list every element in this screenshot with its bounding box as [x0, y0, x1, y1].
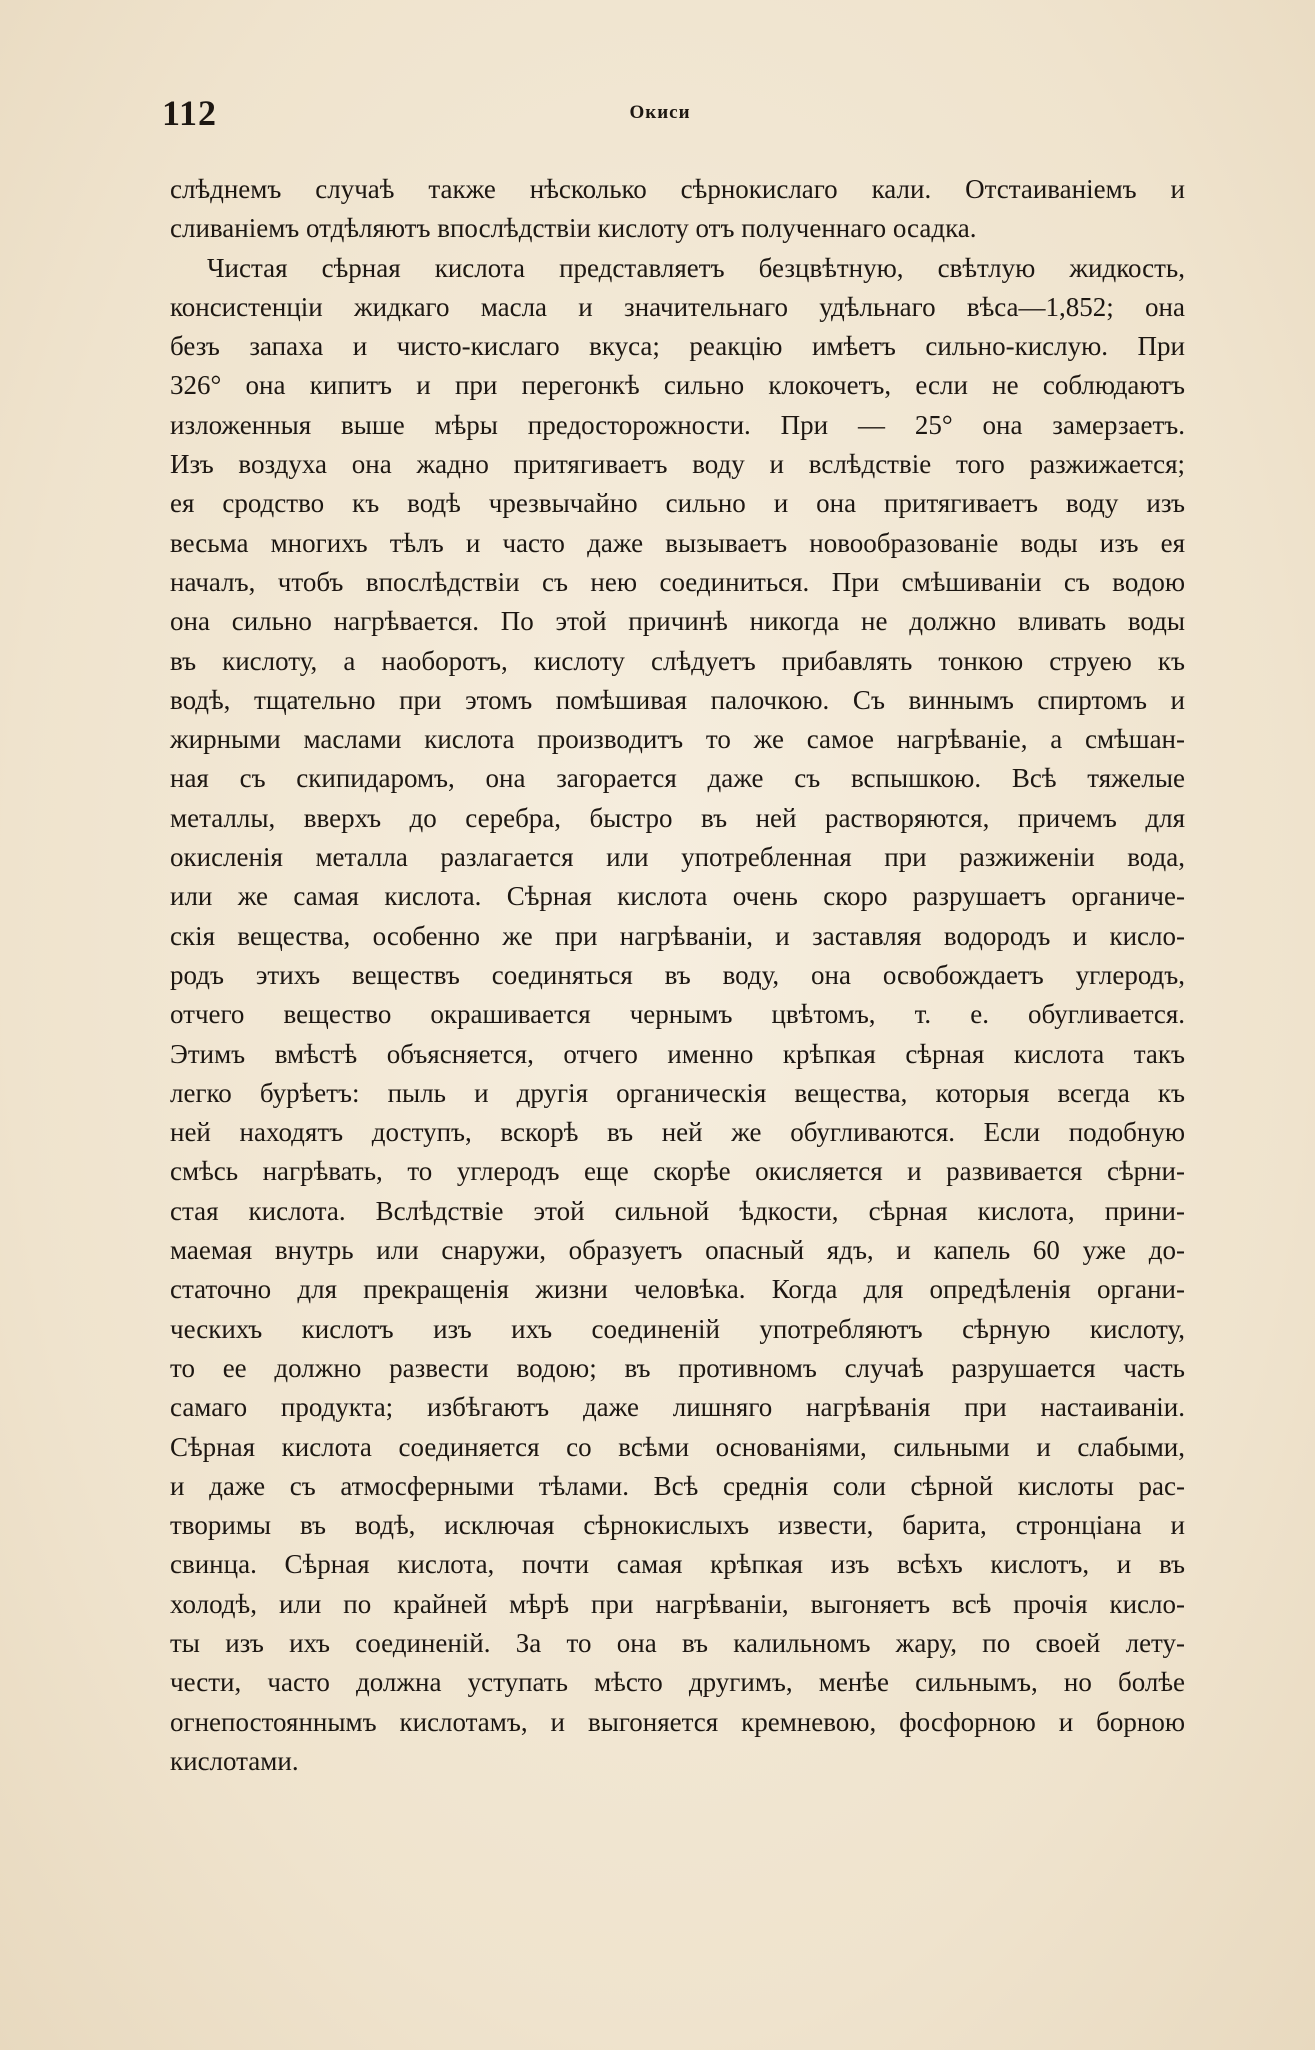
running-title: Окиси [629, 102, 691, 123]
text-line: ней находятъ доступъ, вскорѣ въ ней же обугливаются. Если подобную [170, 1117, 1185, 1148]
text-line: жирными маслами кислота производитъ то же самое нагрѣваніе, а смѣшан- [170, 724, 1185, 755]
text-line: изложенныя выше мѣры предосторожности. При — 25° она замерзаетъ. [170, 409, 1185, 440]
text-line: родъ этихъ веществъ соединяться въ воду, она освобождаетъ углеродъ, [170, 959, 1185, 990]
text-line: Сѣрная кислота соединяется со всѣми основаніями, сильными и слабыми, [170, 1431, 1185, 1462]
text-line: ея сродство къ водѣ чрезвычайно сильно и она притягиваетъ воду изъ [170, 488, 1185, 519]
text-line: маемая внутрь или снаружи, образуетъ опасный ядъ, и капель 60 уже до- [170, 1235, 1185, 1266]
text-line: консистенціи жидкаго масла и значительнаго удѣльнаго вѣса—1,852; она [170, 291, 1185, 322]
page-number: 112 [162, 93, 218, 133]
text-line: то ее должно развести водою; въ противномъ случаѣ разрушается часть [170, 1352, 1185, 1383]
text-line: легко бурѣетъ: пыль и другія органическія вещества, которыя всегда къ [170, 1077, 1185, 1108]
text-line: Чистая сѣрная кислота представляетъ безцвѣтную, свѣтлую жидкость, [207, 252, 1185, 283]
text-line: металлы, вверхъ до серебра, быстро въ ней растворяются, причемъ для [170, 802, 1185, 833]
text-line: она сильно нагрѣвается. По этой причинѣ никогда не должно вливать воды [170, 606, 1185, 637]
text-line: чести, часто должна уступать мѣсто другимъ, менѣе сильнымъ, но болѣе [170, 1667, 1185, 1698]
body-text [170, 170, 1185, 1781]
text-line: самаго продукта; избѣгаютъ даже лишняго нагрѣванія при настаиваніи. [170, 1392, 1185, 1423]
text-line: смѣсь нагрѣвать, то углеродъ еще скорѣе окисляется и развивается сѣрни- [170, 1156, 1185, 1187]
text-line: началъ, чтобъ впослѣдствіи съ нею соединиться. При смѣшиваніи съ водою [170, 566, 1185, 597]
text-line: ная съ скипидаромъ, она загорается даже съ вспышкою. Всѣ тяжелые [170, 763, 1185, 794]
text-line: холодѣ, или по крайней мѣрѣ при нагрѣваніи, выгоняетъ всѣ прочія кисло- [170, 1588, 1185, 1619]
text-line: статочно для прекращенія жизни человѣка. Когда для опредѣленія органи- [170, 1274, 1185, 1305]
text-line: отчего вещество окрашивается чернымъ цвѣтомъ, т. е. обугливается. [170, 999, 1185, 1030]
text-line: сливаніемъ отдѣляютъ впослѣдствіи кислоту отъ полученнаго осадка. [170, 213, 977, 244]
text-line: свинца. Сѣрная кислота, почти самая крѣпкая изъ всѣхъ кислотъ, и въ [170, 1549, 1185, 1580]
text-line: и даже съ атмосферными тѣлами. Всѣ среднія соли сѣрной кислоты рас- [170, 1470, 1185, 1501]
text-line: ты изъ ихъ соединеній. За то она въ калильномъ жару, по своей лету- [170, 1627, 1185, 1658]
text-line: кислотами. [170, 1745, 299, 1776]
text-line: огнепостояннымъ кислотамъ, и выгоняется кремневою, фосфорною и борною [170, 1706, 1185, 1737]
text-line: Изъ воздуха она жадно притягиваетъ воду и вслѣдствіе того разжижается; [170, 449, 1185, 480]
text-line: окисленія металла разлагается или употребленная при разжиженіи вода, [170, 842, 1185, 873]
text-line: въ кислоту, а наоборотъ, кислоту слѣдуетъ прибавлять тонкою струею къ [170, 645, 1185, 676]
text-line: безъ запаха и чисто-кислаго вкуса; реакцію имѣетъ сильно-кислую. При [170, 331, 1185, 362]
text-line: 326° она кипитъ и при перегонкѣ сильно клокочетъ, если не соблюдаютъ [170, 370, 1185, 401]
text-line: творимы въ водѣ, исключая сѣрнокислыхъ извести, барита, стронціана и [170, 1510, 1185, 1541]
text-line: водѣ, тщательно при этомъ помѣшивая палочкою. Съ виннымъ спиртомъ и [170, 684, 1185, 715]
text-line: Этимъ вмѣстѣ объясняется, отчего именно крѣпкая сѣрная кислота такъ [170, 1038, 1185, 1069]
text-line: скія вещества, особенно же при нагрѣваніи, и заставляя водородъ и кисло- [170, 920, 1185, 951]
text-line: стая кислота. Вслѣдствіе этой сильной ѣдкости, сѣрная кислота, прини- [170, 1195, 1185, 1226]
text-line: ческихъ кислотъ изъ ихъ соединеній употребляютъ сѣрную кислоту, [170, 1313, 1185, 1344]
text-line: слѣднемъ случаѣ также нѣсколько сѣрнокислаго кали. Отстаиваніемъ и [170, 174, 1185, 204]
text-line: или же самая кислота. Сѣрная кислота очень скоро разрушаетъ органиче- [170, 881, 1185, 912]
text-line: весьма многихъ тѣлъ и часто даже вызываетъ новообразованіе воды изъ ея [170, 527, 1185, 558]
